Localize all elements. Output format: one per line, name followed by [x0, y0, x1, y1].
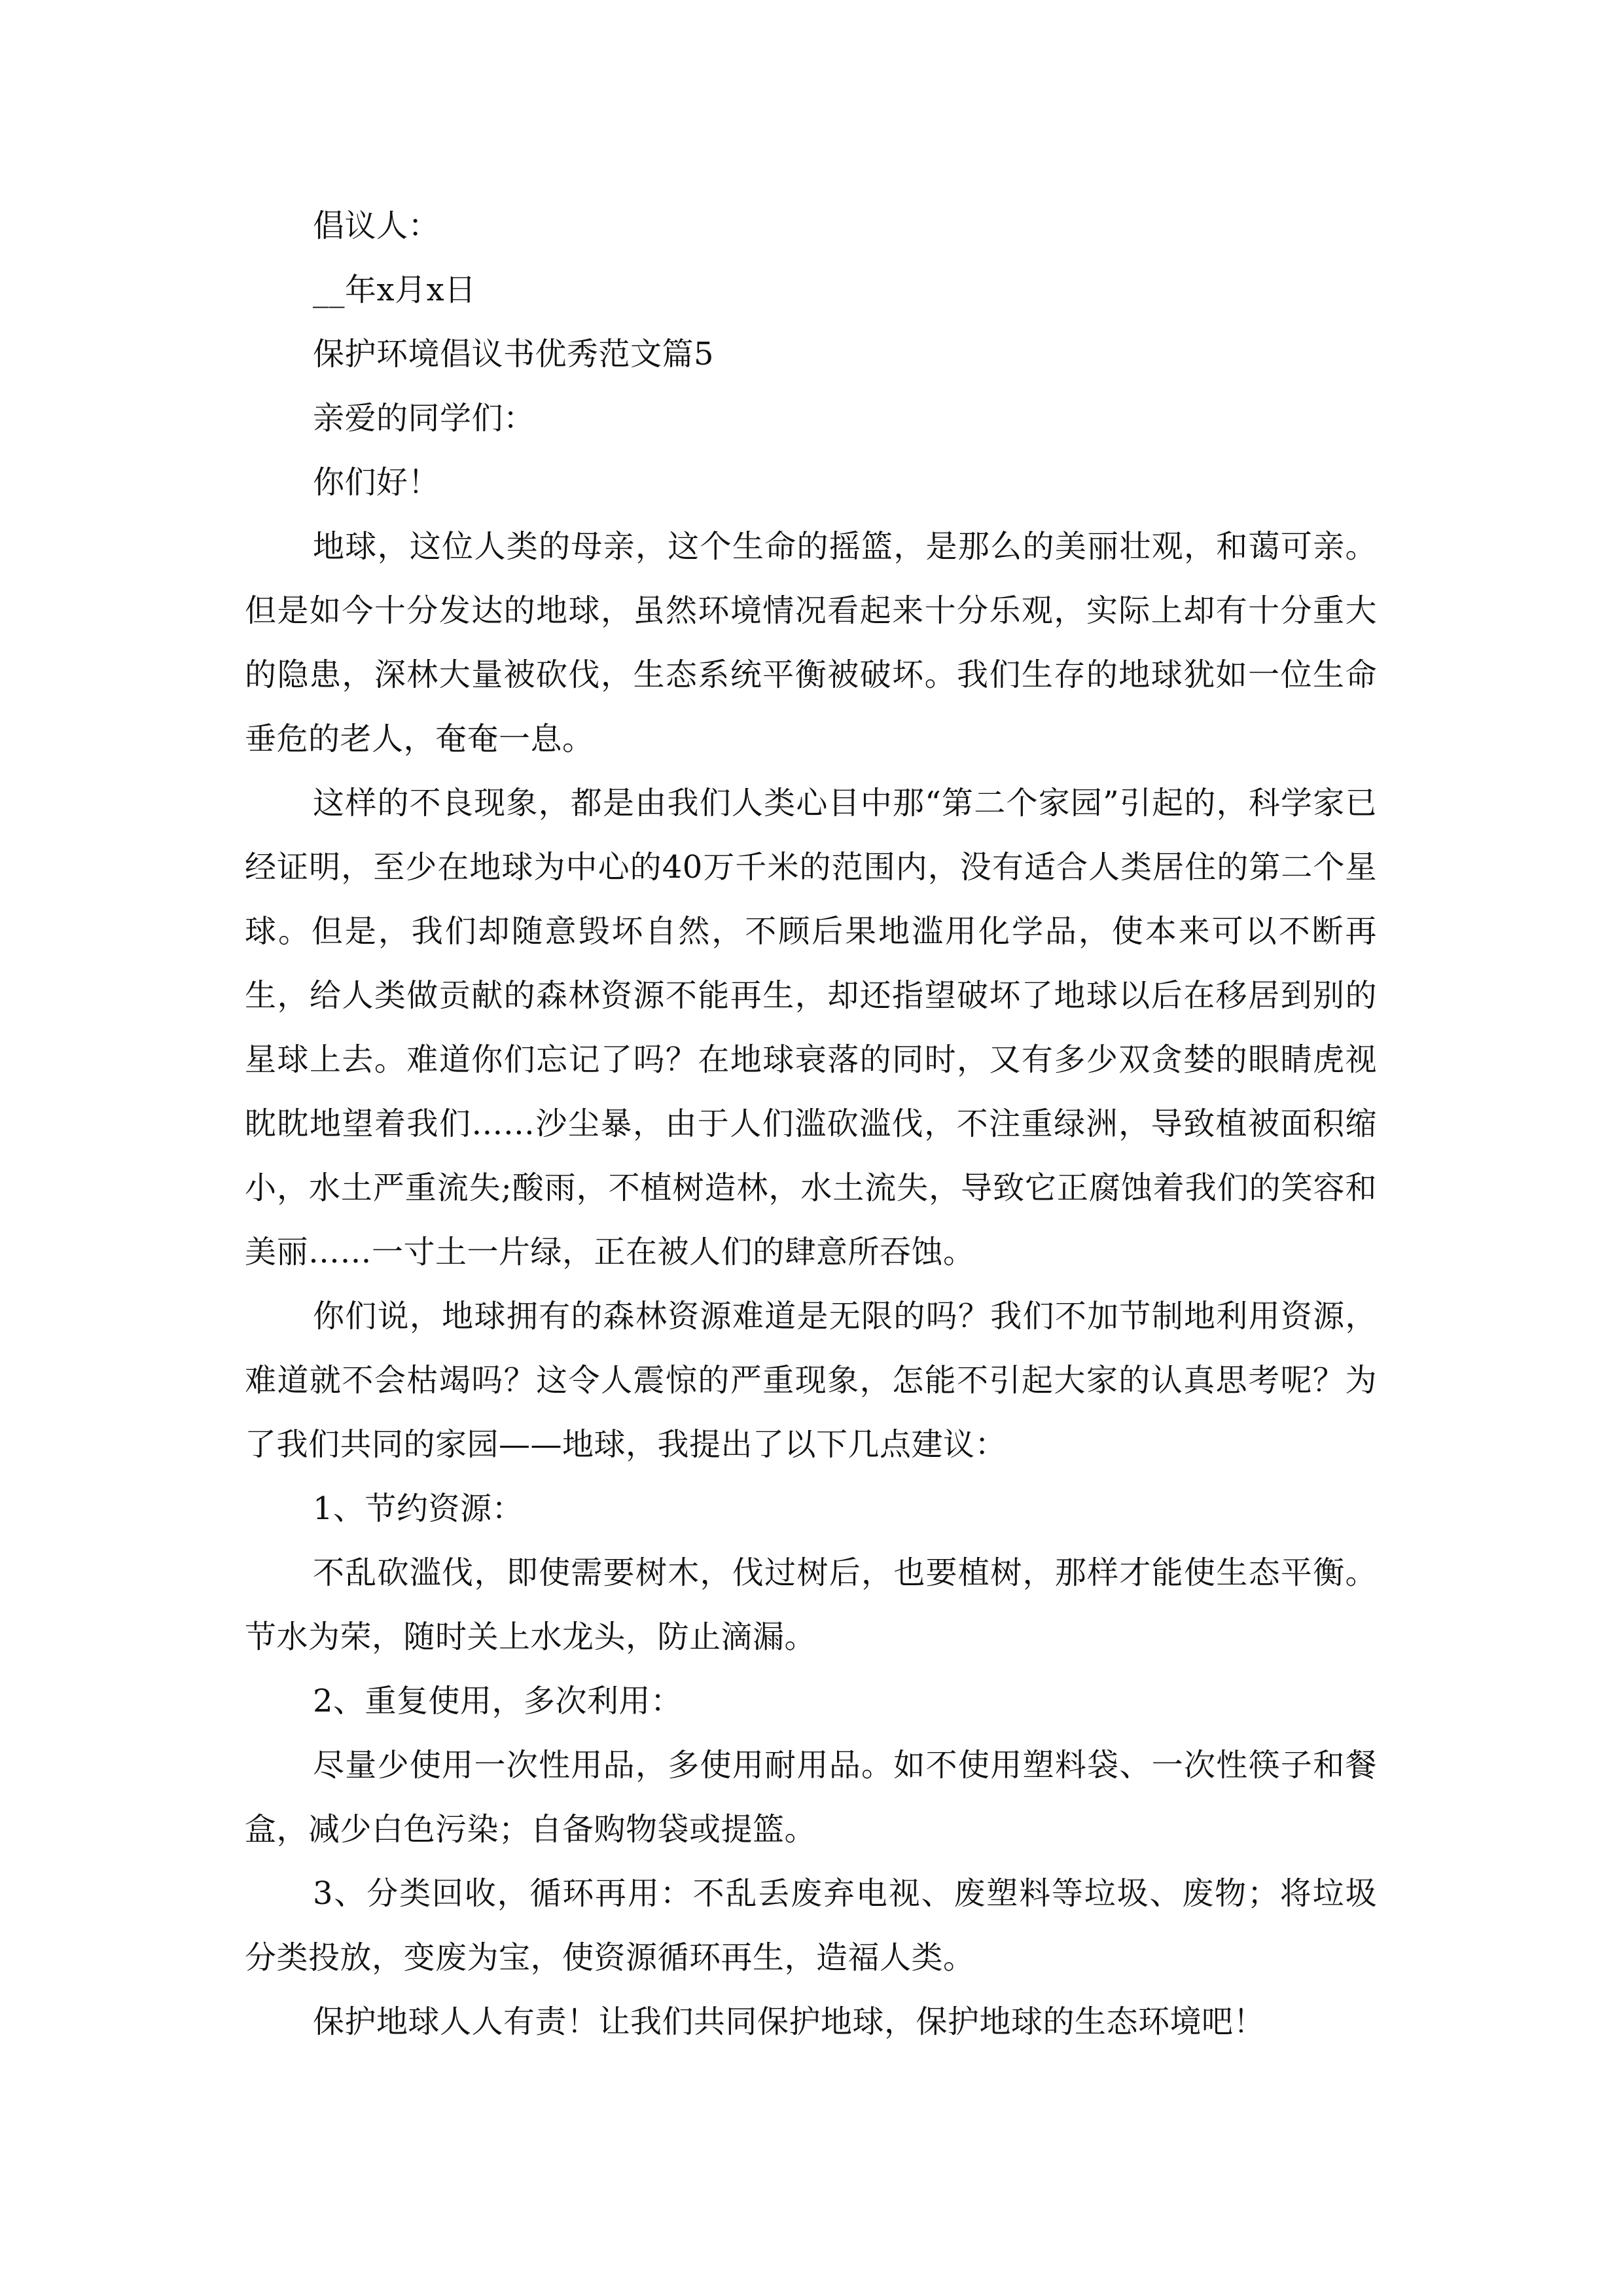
suggestion-3: 3、分类回收，循环再用：不乱丢废弃电视、废塑料等垃圾、废物；将垃圾分类投放，变废为宝，使资源循环再生，造福人类。	[245, 1875, 1377, 1976]
closing-line: 保护地球人人有责！让我们共同保护地球，保护地球的生态环境吧！	[313, 2003, 1266, 2040]
document-body	[245, 194, 1377, 2054]
proposer-label: 倡议人：	[313, 207, 440, 244]
suggestion-2-body: 尽量少使用一次性用品，多使用耐用品。如不使用塑料袋、一次性筷子和餐盒，减少白色污染；自备购物袋或提篮。	[245, 1747, 1377, 1848]
paragraph-1: 地球，这位人类的母亲，这个生命的摇篮，是那么的美丽壮观，和蔼可亲。但是如今十分发达的地球，虽然环境情况看起来十分乐观，实际上却有十分重大的隐患，深林大量被砍伐，生态系统平衡被破坏。我们生存的地球犹如一位生命垂危的老人，奄奄一息。	[245, 528, 1377, 757]
salutation: 亲爱的同学们：	[313, 400, 535, 437]
section-title: 保护环境倡议书优秀范文篇5	[313, 336, 715, 372]
suggestion-2-title: 2、重复使用，多次利用：	[313, 1683, 683, 1719]
greeting: 你们好！	[313, 464, 440, 501]
suggestion-1-body: 不乱砍滥伐，即使需要树木，伐过树后，也要植树，那样才能使生态平衡。节水为荣，随时关上水龙头，防止滴漏。	[245, 1554, 1377, 1655]
date-line: __年x月x日	[313, 272, 476, 308]
paragraph-3: 你们说，地球拥有的森林资源难道是无限的吗？我们不加节制地利用资源，难道就不会枯竭吗？这令人震惊的严重现象，怎能不引起大家的认真思考呢？为了我们共同的家园——地球，我提出了以下几点建议：	[245, 1298, 1377, 1463]
paragraph-2: 这样的不良现象，都是由我们人类心目中那“第二个家园”引起的，科学家已经证明，至少在地球为中心的40万千米的范围内，没有适合人类居住的第二个星球。但是，我们却随意毁坏自然，不顾后果地滥用化学品，使本来可以不断再生，给人类做贡献的森林资源不能再生，却还指望破坏了地球以后在移居到别的星球上去。难道你们忘记了吗？在地球衰落的同时，又有多少双贪婪的眼睛虎视眈眈地望着我们……沙尘暴，由于人们滥砍滥伐，不注重绿洲，导致植被面积缩小，水土严重流失;酸雨，不植树造林，水土流失，导致它正腐蚀着我们的笑容和美丽……一寸土一片绿，正在被人们的肆意所吞蚀。	[245, 785, 1377, 1270]
suggestion-1-title: 1、节约资源：	[313, 1490, 524, 1527]
